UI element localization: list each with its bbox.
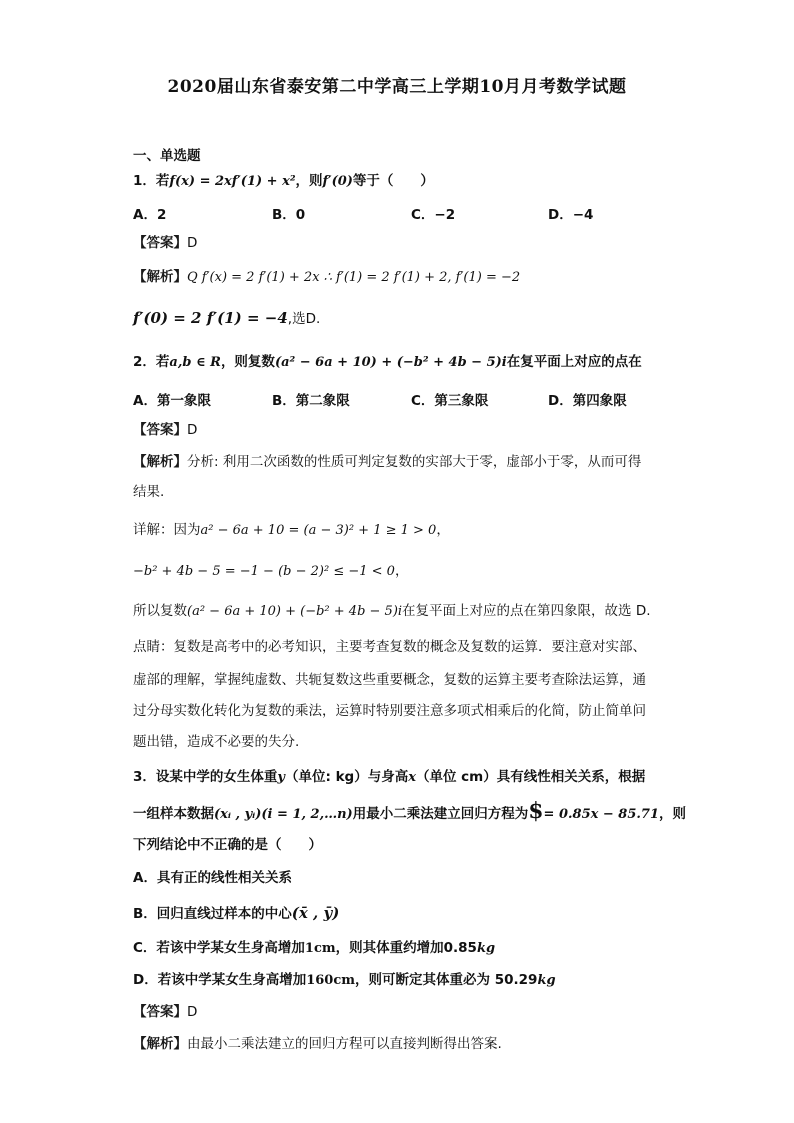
q1-stem: 1．若f(x) = 2xf′(1) + x²，则f′(0)等于（ ） [133, 173, 434, 189]
q3-sample-formula: (xᵢ , yᵢ)(i = 1, 2,…n) [214, 807, 353, 822]
q3-regression-formula: = 0.85x − 85.71 [543, 807, 660, 822]
q3-option-d: D．若该中学某女生身高增加160cm，则可断定其体重必为 50.29kg [133, 972, 556, 988]
q3-answer: 【答案】D [133, 1004, 198, 1020]
q3-option-c-value: 1cm [304, 941, 336, 956]
q1-stem-formula-2: f′(0) [322, 174, 353, 189]
q3-stem-line-1: 3．设某中学的女生体重y（单位: kg）与身高x（单位 cm）具有线性相关关系，根据 [133, 769, 646, 785]
q2-option-b: B．第二象限 [272, 393, 350, 409]
q2-detail-formula-3: (a² − 6a + 10) + (−b² + 4b − 5)i [187, 604, 403, 619]
page-title: 2020届山东省泰安第二中学高三上学期10月月考数学试题 [167, 77, 627, 97]
q2-option-d: D．第四象限 [548, 393, 627, 409]
q2-detail-2: −b² + 4b − 5 = −1 − (b − 2)² ≤ −1 < 0， [133, 563, 409, 579]
q3-yhat-glyph: $ [528, 798, 544, 824]
q2-stem: 2．若a,b ∈ R，则复数(a² − 6a + 10) + (−b² + 4b − 5)i在复平面上对应的点在 [133, 354, 642, 370]
answer-label: 【答案】 [133, 235, 187, 251]
q2-detail-1: 详解：因为a² − 6a + 10 = (a − 3)² + 1 ≥ 1 > 0， [133, 522, 450, 538]
q3-option-d-value: 160cm [306, 973, 356, 988]
q2-analysis-line-1: 【解析】分析: 利用二次函数的性质可判定复数的实部大于零，虚部小于零，从而可得 [133, 454, 642, 470]
q1-option-d: D．−4 [548, 207, 594, 223]
q2-detail-3: 所以复数(a² − 6a + 10) + (−b² + 4b − 5)i在复平面上对应的点在第四象限，故选 D. [133, 603, 651, 619]
analysis-label: 【解析】 [133, 269, 187, 285]
q1-analysis-formula: Q f′(x) = 2 f′(1) + 2x ∴ f′(1) = 2 f′(1) + 2, f′(1) = −2 [187, 270, 521, 285]
q2-note-line-4: 题出错，造成不必要的失分. [133, 734, 300, 750]
q2-answer: 【答案】D [133, 422, 198, 438]
section-heading: 一、单选题 [133, 148, 201, 164]
q1-analysis [133, 267, 520, 288]
q2-stem-formula-2: (a² − 6a + 10) + (−b² + 4b − 5)i [274, 355, 507, 370]
q3-option-b-formula: (x̄ , ȳ) [291, 904, 340, 922]
q2-note-line-2: 虚部的理解，掌握纯虚数、共轭复数这些重要概念，复数的运算主要考查除法运算，通 [133, 672, 646, 688]
q2-detail-formula-1: a² − 6a + 10 = (a − 3)² + 1 ≥ 1 > 0 [200, 523, 437, 538]
q2-stem-formula: a,b ∈ R [169, 355, 221, 370]
q1-answer [133, 233, 197, 253]
q3-option-a: A．具有正的线性相关关系 [133, 870, 292, 886]
q2-analysis-line-2: 结果. [133, 484, 165, 500]
q3-var-x: x [408, 770, 416, 785]
q3-option-c: C．若该中学某女生身高增加1cm，则其体重约增加0.85kg [133, 940, 496, 956]
q3-analysis: 【解析】由最小二乘法建立的回归方程可以直接判断得出答案. [133, 1036, 502, 1052]
q2-answer-value: D [187, 422, 198, 438]
q1-option-c: C．−2 [411, 207, 456, 223]
q1-stem-formula: f(x) = 2xf′(1) + x² [169, 174, 296, 189]
q2-note-line-3: 过分母实数化转化为复数的乘法，运算时特别要注意多项式相乘后的化简，防止简单问 [133, 703, 646, 719]
q1-option-a: A．2 [133, 207, 167, 223]
q2-option-a: A．第一象限 [133, 393, 211, 409]
q3-option-b: B．回归直线过样本的中心(x̄ , ȳ) [133, 904, 340, 922]
q2-detail-formula-2: −b² + 4b − 5 = −1 − (b − 2)² ≤ −1 < 0 [133, 564, 395, 579]
q1-option-b: B．0 [272, 207, 306, 223]
q1-conclusion-formula: f′(0) = 2 f′(1) = −4 [133, 309, 288, 327]
q2-note-line-1: 点睛：复数是高考中的必考知识，主要考查复数的概念及复数的运算．要注意对实部、 [133, 639, 646, 655]
q1-analysis-conclusion: f′(0) = 2 f′(1) = −4,选D. [133, 309, 321, 327]
q3-var-y: y [277, 770, 285, 785]
q2-option-c: C．第三象限 [411, 393, 489, 409]
q1-answer-value: D [187, 235, 198, 251]
q3-stem-line-2: 一组样本数据(xᵢ , yᵢ)(i = 1, 2,…n)用最小二乘法建立回归方程为$= 0.85x − 85.71，则 [133, 798, 687, 824]
q3-answer-value: D [187, 1004, 198, 1020]
q3-stem-line-3: 下列结论中不正确的是（ ） [133, 837, 322, 853]
